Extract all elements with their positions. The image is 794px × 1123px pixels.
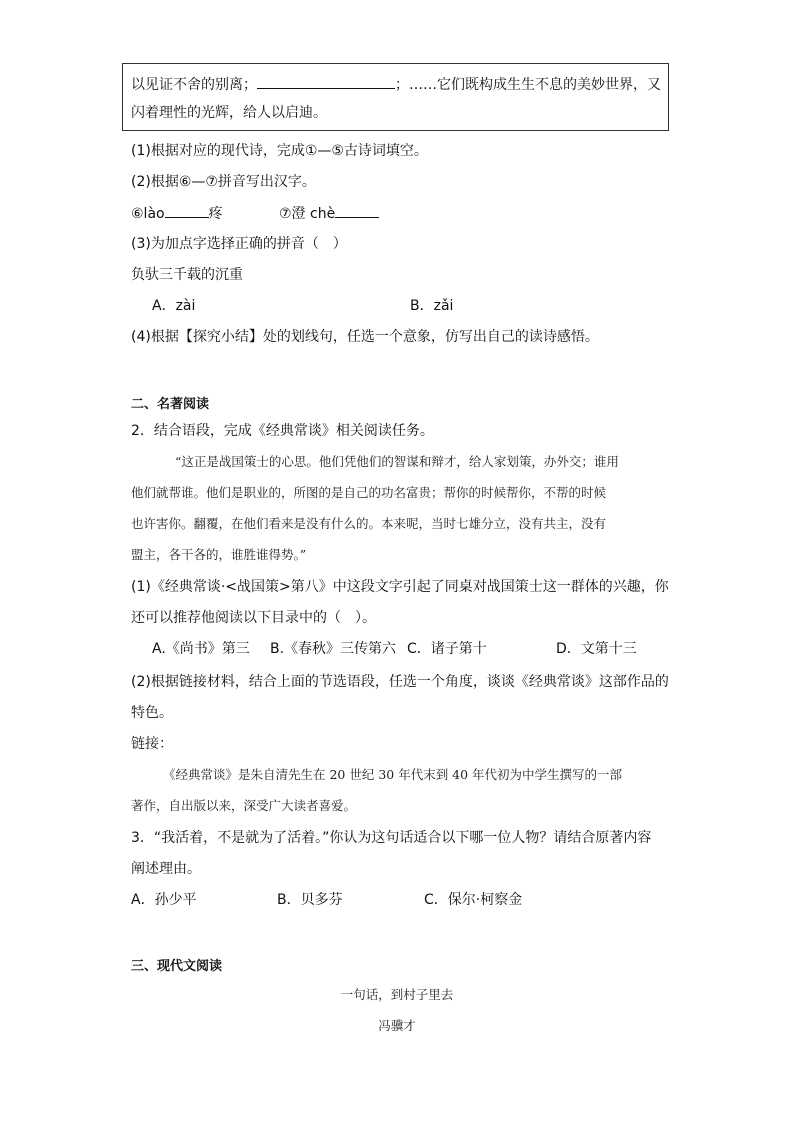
pinyin-7 [279, 203, 379, 224]
box-line-1 [131, 74, 661, 95]
box-line-2: 闪着理性的光辉，给人以启迪。 [131, 105, 327, 121]
pinyin-7-label: ⑦澄 chè [279, 206, 336, 222]
article-title: 一句话，到村子里去 [340, 987, 454, 1002]
q2-sub2-line-1: (2)根据链接材料，结合上面的节选语段，任选一个角度，谈谈《经典常谈》这部作品的 [131, 674, 669, 690]
box-line-1-text-a: 以见证不舍的别离； [131, 77, 257, 93]
q2-option-c[interactable]: C．诸子第十 [407, 641, 487, 657]
q1-sub3: (3)为加点字选择正确的拼音（ ） [131, 236, 347, 252]
q1-sub4: (4)根据【探究小结】处的划线句，任选一个意象，仿写出自己的读诗感悟。 [131, 329, 599, 345]
pinyin-6-label: ⑥lào [131, 206, 165, 222]
q3-line-1: 3．“我活着，不是就为了活着。”你认为这句话适合以下哪一位人物？请结合原著内容 [131, 830, 652, 846]
link-line-2: 著作，自出版以来，深受广大读者喜爱。 [131, 798, 357, 813]
q2-intro: 2．结合语段，完成《经典常谈》相关阅读任务。 [131, 423, 434, 439]
q2-sub1-line-1: (1)《经典常谈·<战国策>第八》中这段文字引起了同桌对战国策士这一群体的兴趣，你 [131, 579, 669, 595]
quote-line-2: 他们就帮谁。他们是职业的，所图的是自己的功名富贵；帮你的时候帮你，不帮的时候 [131, 485, 607, 500]
q1-sub1: (1)根据对应的现代诗，完成①—⑤古诗词填空。 [131, 143, 428, 159]
q2-sub1-line-2: 还可以推荐他阅读以下目录中的（ ）。 [131, 610, 376, 626]
section-2-heading: 二、名著阅读 [131, 397, 210, 412]
poem-box [122, 63, 669, 131]
section-3-heading: 三、现代文阅读 [131, 959, 223, 974]
quote-line-4: 盟主，各干各的，谁胜谁得势。” [131, 547, 307, 562]
link-line-1: 《经典常谈》是朱自清先生在 20 世纪 30 年代末到 40 年代初为中学生撰写的一部 [163, 767, 623, 782]
q1-sub2: (2)根据⑥—⑦拼音写出汉字。 [131, 174, 316, 190]
q3-option-b[interactable]: B．贝多芬 [277, 892, 343, 908]
pinyin-6-suffix: 疼 [208, 206, 223, 222]
q2-option-b[interactable]: B.《春秋》三传第六 [270, 641, 397, 657]
box-line-1-text-b: ；……它们既构成生生不息的美妙世界，又 [395, 77, 661, 93]
q1-sub3-phrase: 负驮三千载的沉重 [131, 267, 243, 283]
q1-option-a[interactable]: A．zài [152, 298, 196, 314]
pinyin-row [131, 203, 223, 224]
q2-sub2-line-2: 特色。 [131, 705, 173, 721]
link-label: 链接： [131, 736, 173, 752]
q1-option-b[interactable]: B．zǎi [410, 298, 454, 314]
q2-option-a[interactable]: A.《尚书》第三 [152, 641, 250, 657]
q3-option-a[interactable]: A．孙少平 [131, 892, 197, 908]
pinyin-6-blank[interactable] [165, 203, 209, 218]
fill-blank[interactable] [257, 74, 395, 89]
quote-line-1: “这正是战国策士的心思。他们凭他们的智谋和辩才，给人家划策，办外交；谁用 [175, 454, 619, 469]
q2-option-d[interactable]: D．文第十三 [556, 641, 637, 657]
quote-line-3: 也许害你。翻覆，在他们看来是没有什么的。本来呢，当时七雄分立，没有共主，没有 [131, 516, 607, 531]
q3-option-c[interactable]: C．保尔·柯察金 [424, 892, 523, 908]
pinyin-7-blank[interactable] [335, 203, 379, 218]
article-author: 冯骥才 [378, 1018, 416, 1033]
q3-line-2: 阐述理由。 [131, 861, 201, 877]
